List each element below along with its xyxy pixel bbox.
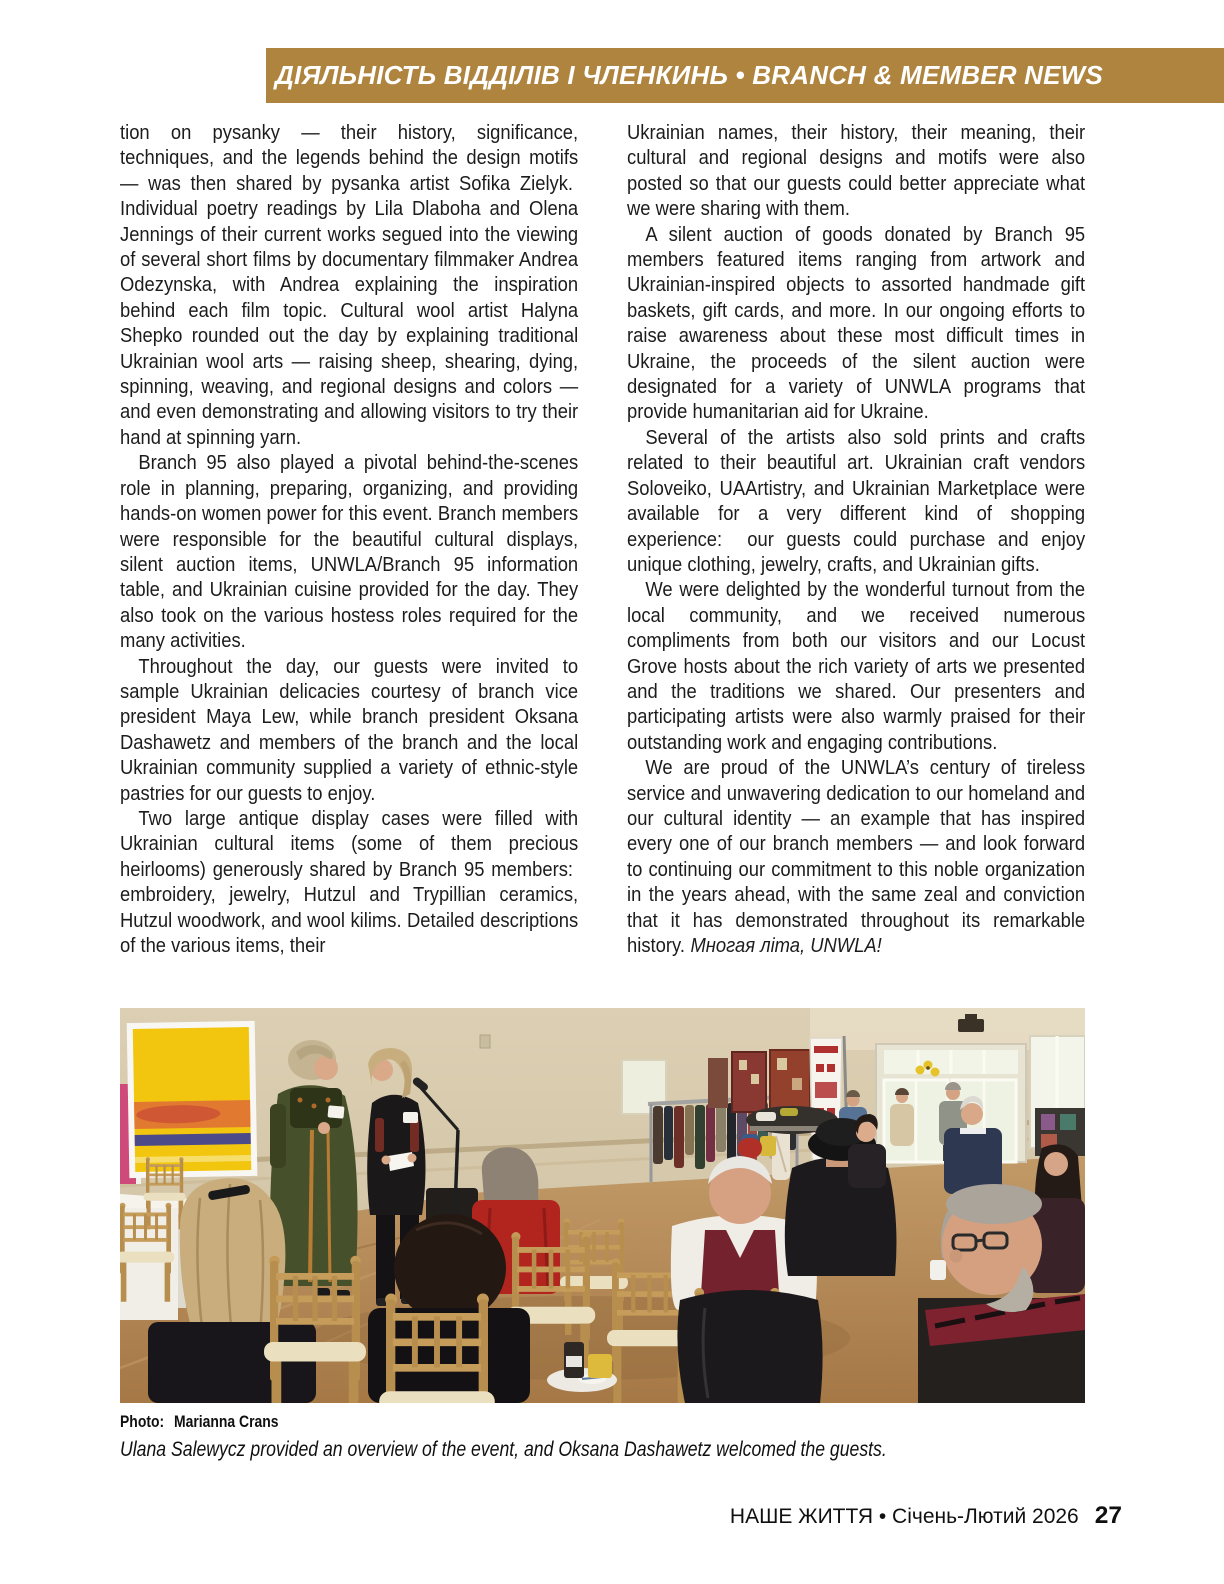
wall-quilts xyxy=(708,1050,810,1114)
event-photo xyxy=(120,1008,1085,1403)
page-number: 27 xyxy=(1094,1502,1122,1529)
photo-caption: Ulana Salewycz provided an overview of the event, and Oksana Dashawetz welcomed the guests. xyxy=(120,1438,887,1461)
page-footer xyxy=(120,1502,1122,1530)
article-left-column xyxy=(120,121,578,959)
magazine-title-date: НАШЕ ЖИТТЯ • Січень-Лютий 2026 xyxy=(729,1505,1079,1528)
paragraph: Ukrainian names, their history, their meaning, their cultural and regional designs and motifs were also posted so that our guests could better appreciate what we were sharing with them. xyxy=(627,122,1086,221)
photo-credit-name: Marianna Crans xyxy=(173,1412,279,1431)
abstract-painting xyxy=(127,1021,258,1178)
paragraph: A silent auction of goods donated by Branch 95 members featured items ranging from artwork and Ukrainian-inspired objects to assorted handmade gift baskets, gift cards, and more. In our ongoing efforts to raise awareness about these most difficult times in Ukraine, the proceeds of the silent auction were designated for a variety of UNWLA programs that provide humanitarian aid for Ukraine. xyxy=(627,223,1086,424)
event-photo-illustration xyxy=(120,1008,1085,1403)
paragraph: Two large antique display cases were filled with Ukrainian cultural items (some of them precious heirlooms) generously shared by Branch 95 members: embroidery, jewelry, Hutzul and Trypillian ceramics, Hutzul woodwork, and wool kilims. Detailed descriptions of the various items, their xyxy=(120,807,579,957)
section-banner xyxy=(266,48,1224,103)
closing-phrase-italic: Многая літа, UNWLA! xyxy=(690,935,882,957)
closing-text: We are proud of the UNWLA’s century of tireless service and unwavering dedication to our homeland and our cultural identity — an example that has inspired every one of our branch members — and look forward to continuing our commitment to this noble organization in the years ahead, with the same zeal and conviction that it has demonstrated throughout its remarkable history. xyxy=(627,757,1086,957)
back-window-left xyxy=(622,1060,666,1114)
paragraph: We were delighted by the wonderful turnout from the local community, and we received numerous compliments from both our visitors and our Locust Grove hosts about the rich variety of arts we presented and the traditions we shared. Our presenters and participating artists were also warmly praised for their outstanding work and engaging contributions. xyxy=(627,579,1086,754)
paragraph xyxy=(627,756,1085,959)
article-right-column xyxy=(627,121,1085,959)
paragraph: Throughout the day, our guests were invited to sample Ukrainian delicacies courtesy of branch vice president Maya Lew, while branch president Oksana Dashawetz and members of the branch and the local Ukrainian community supplied a variety of ethnic-style pastries for our guests to enjoy. xyxy=(120,655,579,805)
photo-credit-label: Photo: xyxy=(120,1412,165,1431)
paragraph: Branch 95 also played a pivotal behind-the-scenes role in planning, preparing, organizing, and providing hands-on women power for this event. Branch members were responsible for the beautiful cultural displays, silent auction items, UNWLA/Branch 95 information table, and Ukrainian cuisine provided for the day. They also took on the various hostess roles required for the many activities. xyxy=(120,452,579,653)
paragraph: tion on pysanky — their history, significance, techniques, and the legends behind the design motifs — was then shared by pysanka artist Sofika Zielyk. Individual poetry readings by Lila Dlaboha and Olena Jennings of their current works segued into the viewing of several short films by documentary filmmaker Andrea Odezynska, with Andrea explaining the inspiration behind each film topic. Cultural wool artist Halyna Shepko rounded out the day by explaining traditional Ukrainian wool arts — raising sheep, shearing, dying, spinning, weaving, and regional designs and colors — and even demonstrating and allowing visitors to try their hand at spinning yarn. xyxy=(120,122,579,449)
paragraph: Several of the artists also sold prints and crafts related to their beautiful art. Ukrainian craft vendors Soloveiko, UAArtistry, and Ukrainian Marketplace were available for a very different kind of shopping experience: our guests could purchase and enjoy unique clothing, jewelry, crafts, and Ukrainian gifts. xyxy=(627,426,1086,576)
section-banner-title: ДІЯЛЬНІСТЬ ВІДДІЛІВ І ЧЛЕНКИНЬ • BRANCH & MEMBER NEWS xyxy=(275,60,1103,90)
wall-outlet xyxy=(480,1035,490,1048)
photo-credit xyxy=(120,1412,279,1432)
